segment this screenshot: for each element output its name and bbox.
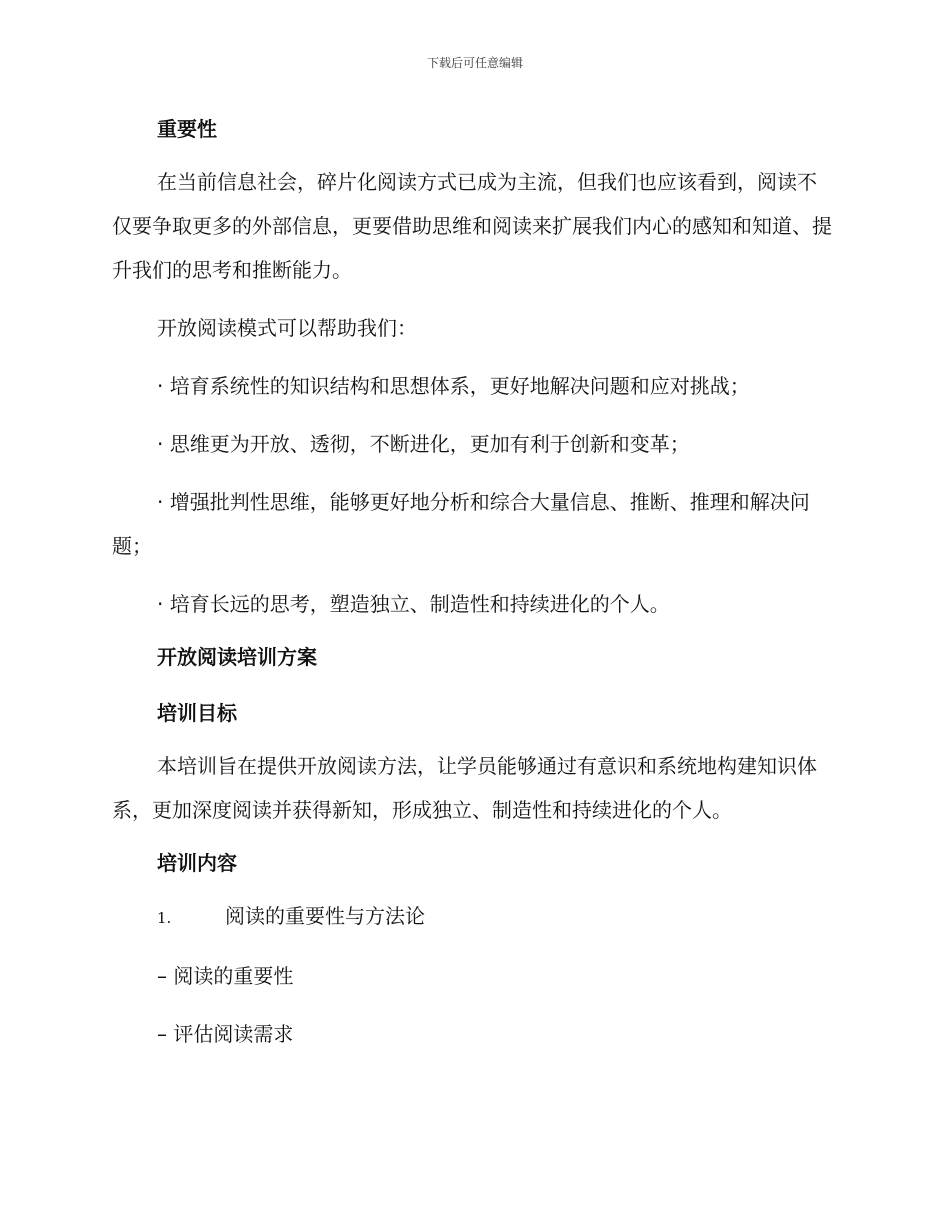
paragraph-importance: 在当前信息社会，碎片化阅读方式已成为主流，但我们也应该看到，阅读不仅要争取更多的外部信息，更要借助思维和阅读来扩展我们内心的感知和知道、提升我们的思考和推断能力。 — [112, 170, 832, 282]
sub-item: – 阅读的重要性 — [157, 964, 294, 988]
bullet-item: · 思维更为开放、透彻，不断进化，更加有利于创新和变革； — [157, 432, 690, 456]
heading-plan: 开放阅读培训方案 — [157, 645, 317, 669]
sub-item: – 评估阅读需求 — [157, 1022, 294, 1046]
bullet-item: · 培育长远的思考，塑造独立、制造性和持续进化的个人。 — [157, 592, 670, 616]
paragraph-open-intro: 开放阅读模式可以帮助我们： — [157, 316, 417, 340]
heading-importance: 重要性 — [157, 117, 217, 141]
page-header: 下载后可任意编辑 — [426, 56, 523, 70]
paragraph-goal: 本培训旨在提供开放阅读方法，让学员能够通过有意识和系统地构建知识体系，更加深度阅读并获得新知，形成独立、制造性和持续进化的个人。 — [112, 754, 817, 822]
heading-content: 培训内容 — [157, 851, 237, 875]
list-number: 1. — [157, 909, 172, 927]
numbered-item — [112, 894, 832, 940]
bullet-item: · 培育系统性的知识结构和思想体系，更好地解决问题和应对挑战； — [157, 374, 750, 398]
bullet-item: · 增强批判性思维，能够更好地分析和综合大量信息、推断、推理和解决问题； — [112, 490, 810, 558]
list-item-text: 阅读的重要性与方法论 — [225, 904, 425, 928]
document-body — [112, 112, 832, 1070]
heading-goal: 培训目标 — [157, 701, 237, 725]
